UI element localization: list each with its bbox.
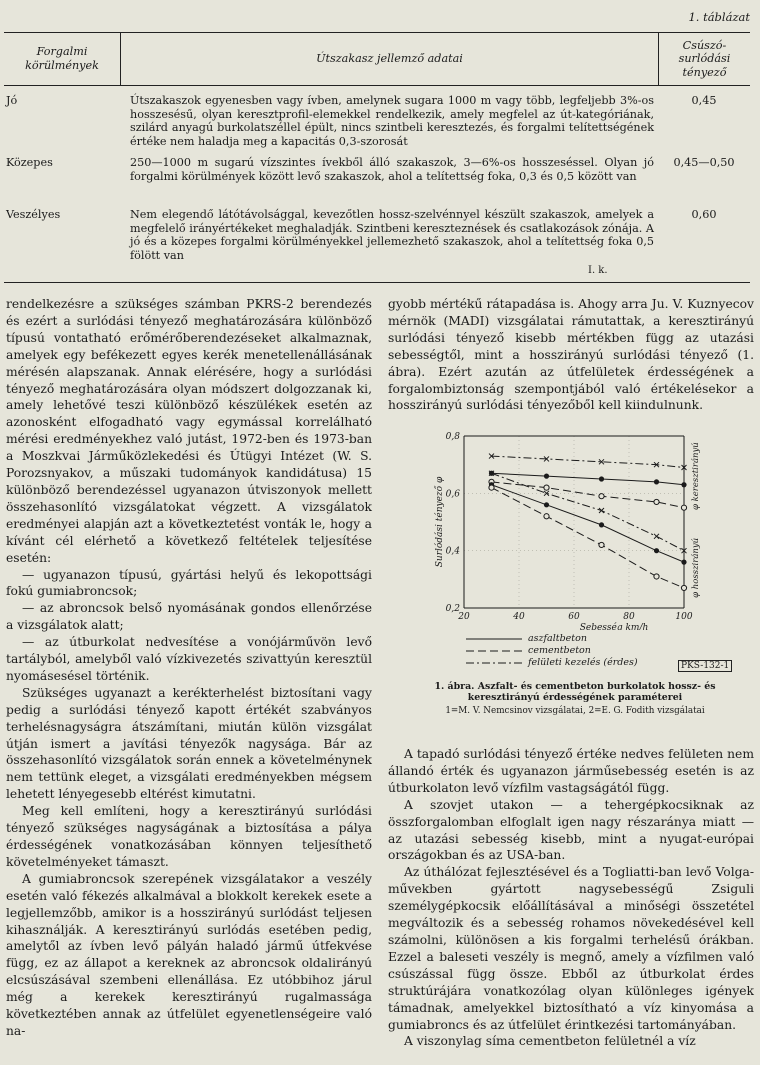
paragraph: Az úthálózat fejlesztésével és a Togliatti-ban levő Volga-művekben gyártott nagysebességű Zsiguli személygépkocsik előállításával a minőségi összetétel megváltozik és a sebesség rohamos növekedésével kell számolni, különösen a kis forgalmi terhelésű órákban. Ezzel a baleseti veszély is megnő, amely a vízfilmen való csúszással függ össze. Ebből az útburkolat érdes struktúrájára vonatkozólag olyan különleges igények támadnak, amelyekkel biztosítható a víz kinyomása a gumiabroncs és az útfelület érintkezési tartományában.	[388, 865, 754, 1032]
data-point	[681, 560, 686, 565]
friction-chart	[388, 430, 754, 630]
data-point	[599, 542, 604, 547]
data-table	[4, 32, 750, 283]
row-coefficient: 0,45	[691, 94, 717, 107]
data-point	[654, 534, 659, 539]
data-point	[654, 479, 659, 484]
legend-label: felületi kezelés (érdes)	[528, 657, 638, 668]
row-description: Nem elegendő látótávolsággal, kevezőtlen hossz-szelvénnyel készült szakaszok, amelyek a megfelelő irányértékeket meghaladják. Szintbeni kereszteznések és csatlakozások zónája. A jó és a közepes forgalmi körülményekkel jellemezhető szakaszok, ahol a telítettség foka 0,5 fölött van	[130, 208, 654, 262]
paragraph: A viszonylag síma cementbeton felületnél a víz	[404, 1034, 696, 1049]
data-point	[681, 482, 686, 487]
table-footer	[4, 265, 750, 283]
header-coefficient: Csúszó- surlódási tényező	[658, 33, 750, 85]
data-point	[654, 574, 659, 579]
y-tick-label: 0,4	[445, 546, 460, 557]
y-tick-label: 0,2	[445, 604, 460, 614]
table-header	[4, 33, 750, 86]
row-coefficient: 0,60	[691, 208, 717, 221]
annotation-transverse: φ keresztirányú	[691, 442, 701, 511]
annotation-longitudinal: φ hosszirányú	[691, 537, 701, 598]
row-condition: Közepes	[6, 156, 53, 169]
paragraph: Szükséges ugyanazt a kerékterhelést biztosítani vagy pedig a surlódási tényező kapott értékét szabványos terhelésnagyságra átszámítani, miután külön vizsgálat útján ismert a javítási tényezők nagysága. Bár az összehasonlító vizsgálatok során ennek a követelménynek nem tettünk eleget, a vizsgálati eredményekben mégsem lehetett lényegesebb eltérést kimutatni.	[6, 685, 372, 802]
header-description: Útszakasz jellemző adatai	[120, 33, 658, 85]
x-tick-label: 80	[623, 612, 635, 622]
legend-item	[466, 657, 638, 669]
paragraph: A tapadó surlódási tényező értéke nedves felületen nem állandó érték és ugyanazon járműsebesség esetén is az útburkolaton levő vízfilm vastagságától függ.	[388, 747, 754, 795]
x-tick-label: 20	[458, 612, 470, 622]
legend-item	[466, 633, 638, 645]
legend-label: cementbeton	[528, 645, 591, 656]
data-point	[599, 522, 604, 527]
table-footnote: I. k.	[588, 265, 608, 276]
right-text-column-top	[388, 296, 754, 414]
data-point	[654, 499, 659, 504]
list-item: — az abroncsok belső nyomásának gondos ellenőrzése a vizsgálatok alatt;	[6, 601, 372, 633]
data-point	[599, 476, 604, 481]
list-item: — ugyanazon típusú, gyártási helyű és lekopottsági fokú gumiabroncsok;	[6, 567, 372, 599]
row-description: Útszakaszok egyenesben vagy ívben, amelynek sugara 1000 m vagy több, legfeljebb 3%-os hosszesésű, olyan keresztprofil-elemekkel rendelkezik, amely megfelel az út-kategóriának, szilárd anyagú burkolatszéllel épült, nincs szintbeli keresztezés, és forgalmi telítettségének értéke nem haladja meg a kapacitás 0,3-szorosát	[130, 94, 654, 148]
figure-tag: PKS-132-1	[678, 660, 732, 672]
data-point	[654, 548, 659, 553]
data-point	[599, 508, 604, 513]
legend-item	[466, 645, 638, 657]
paragraph: rendelkezésre a szükséges számban PKRS-2 berendezés és ezért a surlódási tényező meghatározására különböző típusú vontatható erőmérőberendezéseket alkalmaznak, amelyek egy befékezett egyes kerék menetellenállásának mérésén alapszanak. Annak elérésére, hogy a surlódási tényező meghatározására olyan módszert dolgozzanak ki, amely lehetővé teszi különböző készülékek esetén az azonosként elfogadható vagy egymással korrelálható mérési eredményekhez való jutást, 1972-ben és 1973-ban a Moszkvai Járműközlekedési és Útügyi Intézet (W. S. Porozsnyakov, a műszaki tudományok kandidátusa) 15 különböző berendezéssel ugyanazon útviszonyok mellett összehasonlító vizsgálatokat végzett. A vizsgálatok eredményei alapján azt a következtetést vonták le, hogy a kívánt cél elérhető a következő feltételek teljesítése esetén:	[6, 297, 372, 565]
paragraph: Meg kell említeni, hogy a keresztirányú surlódási tényező szükséges nagyságának a biztosítása a pálya érdességének vonatkozásában könnyen teljesíthető követelményeket támaszt.	[6, 804, 372, 869]
data-point	[489, 485, 494, 490]
figure-caption	[400, 681, 750, 717]
row-coefficient: 0,45—0,50	[673, 156, 735, 169]
right-text-column-bottom	[388, 746, 754, 1050]
data-point	[544, 514, 549, 519]
data-point	[599, 494, 604, 499]
caption-title: 1. ábra. Aszfalt- és cementbeton burkolatok hossz- és keresztirányú érdességének paraméterei	[434, 681, 716, 703]
paragraph: gyobb mértékű rátapadása is. Ahogy arra Ju. V. Kuznyecov mérnök (MADI) vizsgálatai rámutattak, a keresztirányú surlódási tényező kisebb mértékben függ az utazási sebességtől, mint a hosszirányú surlódási tényező (1. ábra). Ezért azután az útfelületek érdességének a forgalombiztonság szempontjából való értékelésekor a hosszirányú surlódási tényezőből kell kiindulnunk.	[388, 297, 754, 413]
data-point	[544, 502, 549, 507]
x-tick-label: 100	[675, 612, 693, 622]
row-condition: Veszélyes	[6, 208, 61, 221]
y-tick-label: 0,6	[445, 489, 460, 500]
x-tick-label: 40	[513, 612, 525, 622]
x-axis-label: Sebesség km/h	[579, 623, 649, 630]
caption-source: 1=M. V. Nemcsinov vizsgálatai, 2=E. G. Fodith vizsgálatai	[445, 706, 705, 716]
paragraph: A gumiabroncsok szerepének vizsgálatakor a veszély esetén való fékezés alkalmával a blokkolt kerekek esete a legjellemzőbb, amikor is a hosszirányú surlódást teljesen kihasználják. A keresztirányú surlódás esetében pedig, amelytől az ívben levő pályán haladó jármű útfekvése függ, ez az állapot a kereknek az abroncsok oldalirányú elcsúszásával szembeni ellenállása. Ez utóbbihoz járul még a kerekek keresztirányú rugalmassága következtében annak az útfelület egyenetlenségeire való na-	[6, 871, 372, 1038]
left-text-column	[6, 296, 372, 1040]
data-point	[681, 585, 686, 590]
table-label: 1. táblázat	[688, 10, 750, 24]
legend-label: aszfaltbeton	[528, 633, 587, 644]
row-description: 250—1000 m sugarú vízszintes ívekből álló szakaszok, 3—6%-os hosszeséssel. Olyan jó forgalmi körülmények között levő szakaszok, ahol a telítettség foka, 0,3 és 0,5 között van	[130, 156, 654, 183]
row-condition: Jó	[6, 94, 18, 107]
data-point	[544, 485, 549, 490]
data-point	[544, 474, 549, 479]
y-tick-label: 0,8	[445, 432, 460, 442]
paragraph: A szovjet utakon — a tehergépkocsiknak az összforgalomban elfoglalt igen nagy részaránya miatt — az utazási sebesség kisebb, mint a nyugat-európai országokban és az USA-ban.	[388, 797, 754, 863]
figure-legend	[466, 633, 638, 669]
table-row	[4, 206, 750, 268]
list-item: — az útburkolat nedvesítése a vonójárművön levő tartályból, amelyből való vízkivezetés szivattyún keresztül nyomásesésel történik.	[6, 635, 372, 683]
table-row	[4, 86, 750, 154]
data-point	[681, 505, 686, 510]
x-tick-label: 60	[568, 612, 580, 622]
y-axis-label: Surlódási tényező φ	[435, 476, 445, 568]
table-row	[4, 154, 750, 206]
header-conditions: Forgalmi körülmények	[25, 45, 99, 72]
